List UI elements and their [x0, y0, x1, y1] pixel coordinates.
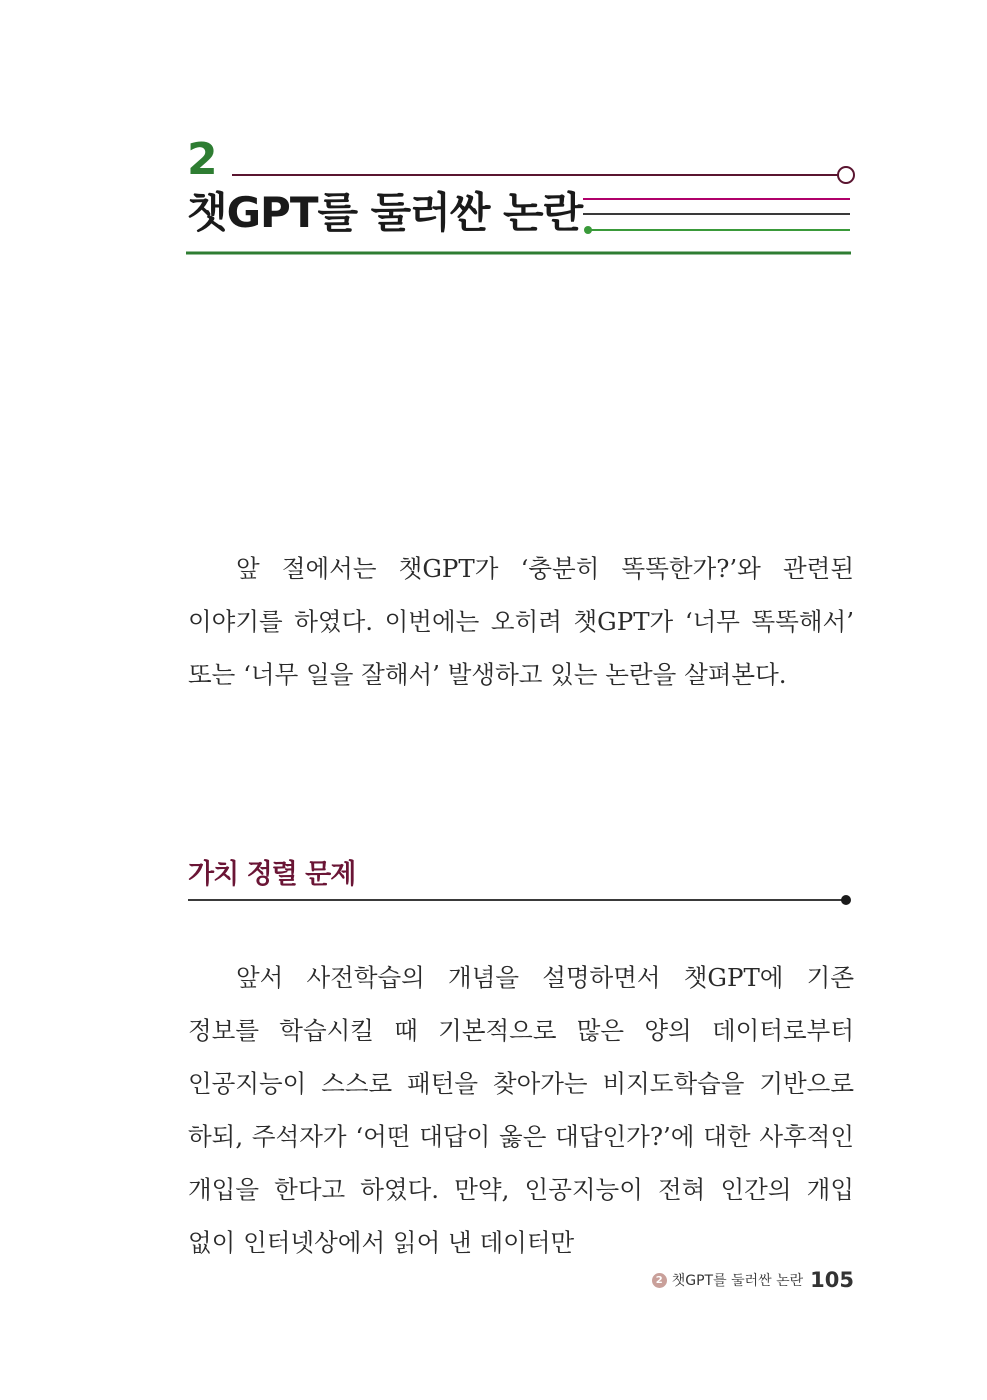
intro-paragraph: 앞 절에서는 챗GPT가 ‘충분히 똑똑한가?’와 관련된 이야기를 하였다. 이번에는 오히려 챗GPT가 ‘너무 똑똑해서’ 또는 ‘너무 일을 잘해서’ 발생하고 있는 논란을 살펴본다. — [188, 554, 854, 689]
section-rule-dot — [841, 895, 851, 905]
chapter-title: 챗GPT를 둘러싼 논란 — [187, 188, 583, 237]
footer-chapter-title: 챗GPT를 둘러싼 논란 — [671, 1273, 804, 1289]
deco-line-green-dot — [584, 226, 592, 234]
page-number: 105 — [810, 1268, 854, 1292]
section-title: 가치 정렬 문제 — [188, 859, 356, 890]
page-footer — [652, 1268, 854, 1292]
chapter-number: 2 — [187, 134, 218, 185]
chapter-badge: 2 — [652, 1273, 667, 1288]
top-line-circle — [838, 167, 854, 183]
chapter-heading-decoration — [0, 0, 987, 300]
section-rule — [188, 899, 844, 901]
section-paragraph: 앞서 사전학습의 개념을 설명하면서 챗GPT에 기존 정보를 학습시킬 때 기본적으로 많은 양의 데이터로부터 인공지능이 스스로 패턴을 찾아가는 비지도학습을 기반으로 하되, 주석자가 ‘어떤 대답이 옳은 대답인가?’에 대한 사후적인 개입을 한다고 하였다. 만약, 인공지능이 전혀 인간의 개입 없이 인터넷상에서 읽어 낸 데이터만 — [188, 963, 854, 1257]
